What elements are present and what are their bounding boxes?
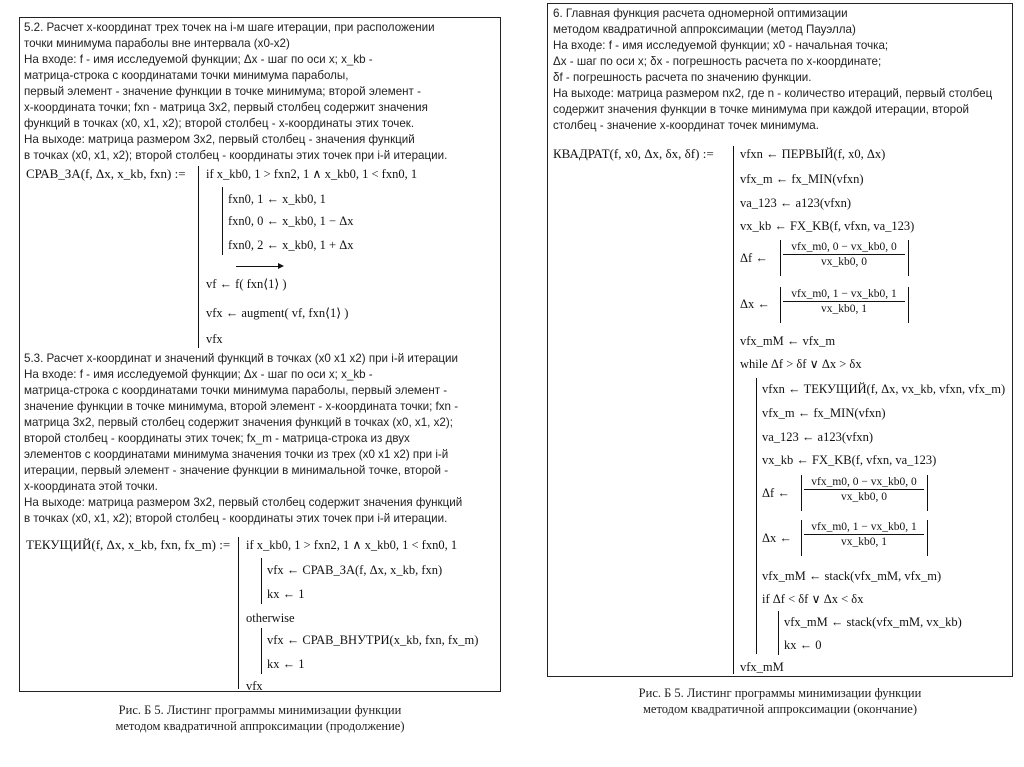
text-line: x-координата этой точки. [24,480,158,493]
text-line: точки минимума параболы вне интервала (x0-x2) [24,37,290,50]
text-line: На выходе: матрица размером 3x2, первый столбец - значения функций [24,133,415,146]
while-condition: while Δf > δf ∨ Δx > δx [740,357,862,371]
text-line: содержит значения функции в точке минимума при каждой итерации, второй [553,103,970,116]
figure-caption-left-2: методом квадратичной аппроксимации (продолжение) [115,719,405,733]
assign-lhs: Δf ← [762,486,790,500]
numerator: vfx_m0, 1 − vx_kb0, 1 [783,287,905,302]
numerator: vfx_m0, 0 − vx_kb0, 0 [804,475,924,490]
assign-line: va_123 ← a123(vfxn) [762,430,874,444]
text-line: значение функции в точке минимума, второй элемент - x-координата точки; fxn - [24,400,459,413]
assign-line: kx ← 1 [267,587,305,601]
assign-line: vx_kb ← FX_KB(f, vfxn, va_123) [740,219,915,233]
text-line: На выходе: матрица размером 3x2, первый столбец содержит значения функций [24,496,463,509]
function-header: ТЕКУЩИЙ(f, Δx, x_kb, fxn, fx_m) := [26,537,231,552]
denominator: vx_kb0, 1 [821,303,867,315]
text-line: столбец - значение x-координат точек минимума. [553,119,819,132]
abs-bar [908,287,909,323]
assign-line: vfx_mM ← vfx_m [740,334,836,348]
while-block-bar [756,378,757,654]
return-value: vfx [206,332,223,346]
figure-caption-left-1: Рис. Б 5. Листинг программы минимизации функции [118,703,402,717]
fraction [804,475,924,504]
function-header: КВАДРАТ(f, x0, Δx, δx, δf) := [553,146,714,161]
abs-bar [780,287,781,323]
text-line: первый элемент - значение функции в точке минимума; второй элемент - [24,85,421,98]
fraction [783,240,905,269]
assign-line: vx_kb ← FX_KB(f, vfxn, va_123) [762,453,937,467]
text-line: Δx - шаг по оси x; δx - погрешность расчета по x-координате; [553,55,882,68]
if-condition: if Δf < δf ∨ Δx < δx [762,592,864,606]
function-header: СРАВ_ЗА(f, Δx, x_kb, fxn) := [26,166,186,181]
text-line: δf - погрешность расчета по значению функции. [553,71,812,84]
abs-bar [801,520,802,556]
assign-lhs: Δf ← [740,251,768,265]
text-line: элементов с координатами минимума значения точки из трех (x0 x1 x2) при i-й [24,448,449,461]
fraction [804,520,924,549]
text-line: На выходе: матрица размером nx2, где n - количество итераций, первый столбец [553,87,993,100]
abs-bar [780,240,781,276]
if-condition: if x_kb0, 1 > fxn2, 1 ∧ x_kb0, 1 < fxn0, 1 [206,167,418,181]
block-bar [261,558,262,604]
text-line: в точках (x0, x1, x2); второй столбец - координаты этих точек при i-й итерации. [24,149,448,162]
text-line: матрица 3x2, первый столбец содержит значения функций в точках (x0, x1, x2); [24,416,453,429]
denominator: vx_kb0, 0 [841,491,887,503]
assign-line: vfx ← СРАВ_ЗА(f, Δx, x_kb, fxn) [267,563,443,577]
assign-line: kx ← 0 [784,638,822,652]
assign-line: vfx_mM ← stack(vfx_mM, vx_kb) [784,615,962,629]
text-line: в точках (x0, x1, x2); второй столбец - координаты этих точек при i-й итерации. [24,512,448,525]
assign-line: vf ← f( fxn⟨1⟩ ) [206,277,287,291]
if-block-bar [778,611,779,655]
block-bar [222,187,223,255]
text-line: x-координата точки; fxn - матрица 3x2, первый столбец содержит значения [24,101,428,114]
assign-line: vfx_m ← fx_MIN(vfxn) [762,406,886,420]
figure-caption-right-1: Рис. Б 5. Листинг программы минимизации функции [638,686,922,700]
text-line: итерации, первый элемент - значение функции в минимальной точке, второй - [24,464,449,477]
assign-line: vfx ← augment( vf, fxn⟨1⟩ ) [206,306,349,320]
text-line: На входе: f - имя исследуемой функции; Δx - шаг по оси x; x_kb - [24,53,373,66]
return-value: vfx [246,679,263,693]
otherwise-keyword: otherwise [246,611,295,625]
return-value: vfx_mM [740,660,784,674]
figure-caption-right-2: методом квадратичной аппроксимации (окончание) [643,702,917,716]
abs-bar [908,240,909,276]
assign-line: vfx_m ← fx_MIN(vfxn) [740,172,864,186]
assign-line: vfxn ← ТЕКУЩИЙ(f, Δx, vx_kb, vfxn, vfx_m) [762,382,1006,396]
text-line: второй столбец - координаты этих точек; fx_m - матрица-строка из двух [24,432,410,445]
text-line: матрица-строка с координатами точки минимума параболы, [24,69,349,82]
assign-lhs: Δx ← [762,531,792,545]
program-bar [198,166,199,348]
text-line: 5.3. Расчет x-координат и значений функций в точках (x0 x1 x2) при i-й итерации [24,352,458,365]
fraction [783,287,905,316]
text-line: 5.2. Расчет x-координат трех точек на i-м шаге итерации, при расположении [24,21,435,34]
text-line: 6. Главная функция расчета одномерной оптимизации [553,7,848,20]
text-line: функций в точках (x0, x1, x2); второй столбец - x-координаты этих точек. [24,117,415,130]
numerator: vfx_m0, 0 − vx_kb0, 0 [783,240,905,255]
assign-line: fxn0, 1 ← x_kb0, 1 [228,192,326,206]
assign-line: vfx_mM ← stack(vfx_mM, vfx_m) [762,569,942,583]
abs-bar [927,520,928,556]
assign-lhs: Δx ← [740,297,770,311]
vectorize-arrow [236,266,282,267]
text-line: На входе: f - имя исследуемой функции; Δx - шаг по оси x; x_kb - [24,368,373,381]
denominator: vx_kb0, 0 [821,256,867,268]
assign-line: va_123 ← a123(vfxn) [740,196,852,210]
assign-line: kx ← 1 [267,657,305,671]
text-line: матрица-строка с координатами точки минимума параболы, первый элемент - [24,384,448,397]
assign-line: fxn0, 0 ← x_kb0, 1 − Δx [228,214,354,228]
denominator: vx_kb0, 1 [841,536,887,548]
numerator: vfx_m0, 1 − vx_kb0, 1 [804,520,924,535]
abs-bar [927,475,928,511]
text-line: методом квадратичной аппроксимации (метод Пауэлла) [553,23,856,36]
assign-line: vfx ← СРАВ_ВНУТРИ(x_kb, fxn, fx_m) [267,633,479,647]
text-line: На входе: f - имя исследуемой функции; x0 - начальная точка; [553,39,889,52]
block-bar [261,628,262,674]
program-bar [733,146,734,674]
assign-line: vfxn ← ПЕРВЫЙ(f, x0, Δx) [740,147,886,161]
assign-line: fxn0, 2 ← x_kb0, 1 + Δx [228,238,354,252]
abs-bar [801,475,802,511]
if-condition: if x_kb0, 1 > fxn2, 1 ∧ x_kb0, 1 < fxn0, 1 [246,538,458,552]
program-bar [238,537,239,689]
